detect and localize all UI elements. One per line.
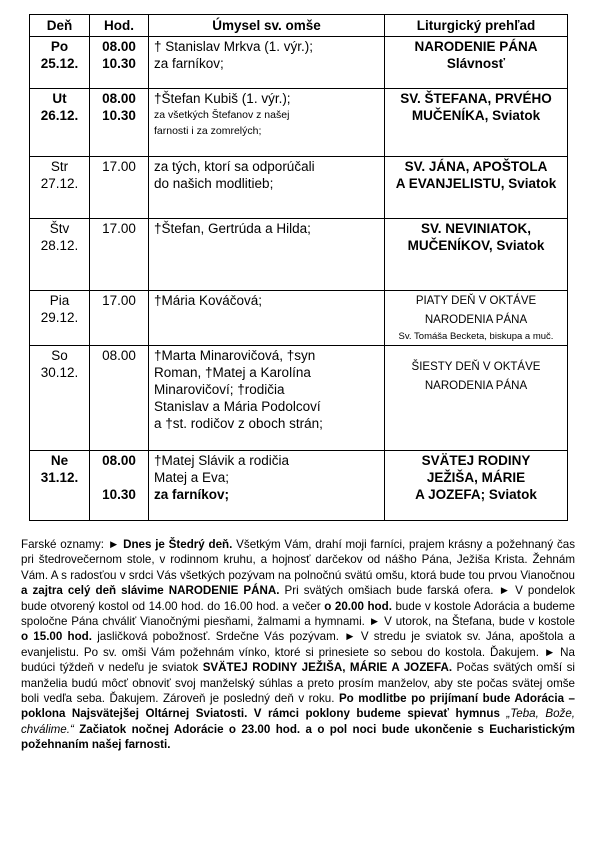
liturgy-line: A EVANJELISTU, Sviatok [395,176,557,191]
intention-line: za tých, ktorí sa odporúčali [154,159,315,174]
liturgy-line: SVÄTEJ RODINY [421,453,531,468]
table-row [30,37,568,89]
liturgy-line: PIATY DEŇ V OKTÁVE [415,295,537,307]
day-name: Ne [50,453,69,468]
table-row [30,346,568,451]
liturgy-line: SV. JÁNA, APOŠTOLA [404,159,548,174]
mass-time: 08.00 [102,348,136,363]
mass-time: 10.30 [102,56,136,71]
parish-announcements [21,537,575,753]
intention-cell [149,291,385,346]
intention-cell [149,157,385,219]
time-cell [90,346,149,451]
liturgy-line: NARODENIA PÁNA [424,314,528,326]
table-row [30,219,568,291]
day-date: 30.12. [40,365,79,380]
intention-line: za farníkov; [154,56,224,71]
table-row [30,451,568,521]
mass-schedule-table [29,14,568,521]
liturgy-cell [385,451,568,521]
liturgy-cell [385,346,568,451]
announcement-text: Počas svätých omší si manželia budú môcť obnoviť svoj manželský súhlas a preto prosím manželov, aby ste počas svätej omše boli vedľa seba. Ďakujem. Zároveň je posledný deň v roku. [21,661,575,706]
liturgy-line: NARODENIE PÁNA [414,39,538,54]
announcement-bold: SVÄTEJ RODINY JEŽIŠA, MÁRIE A JOZEFA. [202,661,453,675]
liturgy-line: NARODENIA PÁNA [424,380,528,392]
liturgy-cell [385,157,568,219]
intention-line: Minarovičoví; †rodičia [154,382,285,397]
table-header-row [30,15,568,37]
day-cell [30,451,90,521]
mass-time: 17.00 [102,221,136,236]
announcement-bold: a zajtra celý deň slávime NARODENIE PÁNA. [21,584,280,598]
time-cell [90,89,149,157]
day-date: 27.12. [40,176,79,191]
liturgy-line: SV. ŠTEFANA, PRVÉHO [400,91,552,106]
intention-line: †Štefan Kubiš (1. výr.); [154,91,291,106]
day-cell [30,291,90,346]
intention-line: za všetkých Štefanov z našej [154,109,290,121]
liturgy-cell [385,291,568,346]
time-cell [90,291,149,346]
intention-line: farnosti i za zomrelých; [154,125,262,137]
day-date: 25.12. [40,56,79,71]
table-row [30,89,568,157]
header-day: Deň [30,15,90,37]
intention-line: Roman, †Matej a Karolína [154,365,311,380]
mass-time: 17.00 [102,159,136,174]
liturgy-cell [385,37,568,89]
day-cell [30,37,90,89]
day-cell [30,219,90,291]
intention-line: za farníkov; [154,487,230,502]
day-name: Štv [49,221,70,236]
mass-time: 10.30 [102,108,136,123]
intention-line: do našich modlitieb; [154,176,274,191]
liturgy-line: SV. NEVINIATOK, [420,221,532,236]
intention-line: † Stanislav Mrkva (1. výr.); [154,39,314,54]
announcement-bold: Po modlitbe po prijímaní bude Adorácia – poklona Najsvätejšej Oltárnej Sviatosti. V rámci poklony budeme spievať hymnus [21,692,575,721]
intention-line: Stanislav a Mária Podolcoví [154,399,321,414]
intention-cell [149,219,385,291]
mass-time: 08.00 [102,453,136,468]
time-cell [90,157,149,219]
mass-time: 17.00 [102,293,136,308]
intention-cell [149,451,385,521]
liturgy-line: MUČENÍKOV, Sviatok [407,238,545,253]
day-cell [30,89,90,157]
intention-line: a †st. rodičov z oboch strán; [154,416,323,431]
day-name: So [51,348,68,363]
liturgy-line: A JOZEFA; Sviatok [415,487,537,502]
intention-line: Matej a Eva; [154,470,230,485]
day-cell [30,346,90,451]
intention-line: †Mária Kováčová; [154,293,263,308]
intention-line: †Štefan, Gertrúda a Hilda; [154,221,311,236]
day-cell [30,157,90,219]
announcement-text: Farské oznamy: ► [21,538,124,551]
announcement-text: Všetkým Vám, drahí moji farníci, prajem krásny a požehnaný čas pri štedrovečernom stole, v rodinnom kruhu, a hojnosť darčekov od nášho Pána, Ježiša Krista. Žehnám Vám. A s radosťou v srdci Vás všetkých pozývam na polnočnú svätú omšu, ktorá bude tou prvou Vianočnou [21,538,575,582]
announcement-bold: o 15.00 hod. [21,630,92,644]
announcement-text: bude v kostole Adorácia a budeme spoločne Pána chváliť Vianočnými piesňami, žalmami a hymnami. ► V utorok, na Štefana, bude v kostole [21,599,575,629]
announcement-bold: Dnes je Štedrý deň. [123,538,233,551]
mass-time: 08.00 [102,91,136,106]
day-name: Ut [52,91,67,106]
intention-line: †Marta Minarovičová, †syn [154,348,316,363]
table-row [30,157,568,219]
day-date: 26.12. [40,108,79,123]
intention-cell [149,89,385,157]
header-liturgy: Liturgický prehľad [385,15,568,37]
mass-time: 08.00 [102,39,136,54]
day-name: Str [50,159,69,174]
time-cell [90,451,149,521]
intention-line: †Matej Slávik a rodičia [154,453,290,468]
announcement-text: Pri svätých omšiach bude farská ofera. ► V pondelok bude otvorený kostol od 14.00 hod. do 16.00 hod. a večer [21,584,575,613]
table-row [30,291,568,346]
mass-time: 10.30 [102,487,136,502]
day-date: 29.12. [40,310,79,325]
day-name: Pia [49,293,70,308]
liturgy-line: Slávnosť [446,56,506,71]
intention-cell [149,37,385,89]
announcement-bold: o 20.00 hod. [324,599,392,613]
header-intention: Úmysel sv. omše [149,15,385,37]
announcement-bold: Začiatok nočnej Adorácie o 23.00 hod. a o pol noci bude ukončenie s Eucharistickým požehnaním našej farnosti. [21,722,575,752]
liturgy-line: ŠIESTY DEŇ V OKTÁVE [411,361,541,373]
day-date: 31.12. [40,470,79,485]
liturgy-note: Sv. Tomáša Becketa, biskupa a muč. [398,331,554,342]
liturgy-cell [385,89,568,157]
liturgy-line: MUČENÍKA, Sviatok [411,108,541,123]
announcement-text: jasličková pobožnosť. Srdečne Vás pozývam. ► V stredu je sviatok sv. Jána, apoštola a evanjelistu. Po sv. omši Vám požehnám vínko, ktoré si prinesiete so sebou do kostola. Ďakujem. ► Na budúci týždeň v nedeľu je sviatok [21,630,575,675]
day-name: Po [50,39,69,54]
header-time: Hod. [90,15,149,37]
liturgy-line: JEŽIŠA, MÁRIE [426,470,526,485]
liturgy-cell [385,219,568,291]
intention-cell [149,346,385,451]
day-date: 28.12. [40,238,79,253]
time-cell [90,219,149,291]
hymn-title: „Teba, Bože, chválime.“ [21,707,575,736]
time-cell [90,37,149,89]
